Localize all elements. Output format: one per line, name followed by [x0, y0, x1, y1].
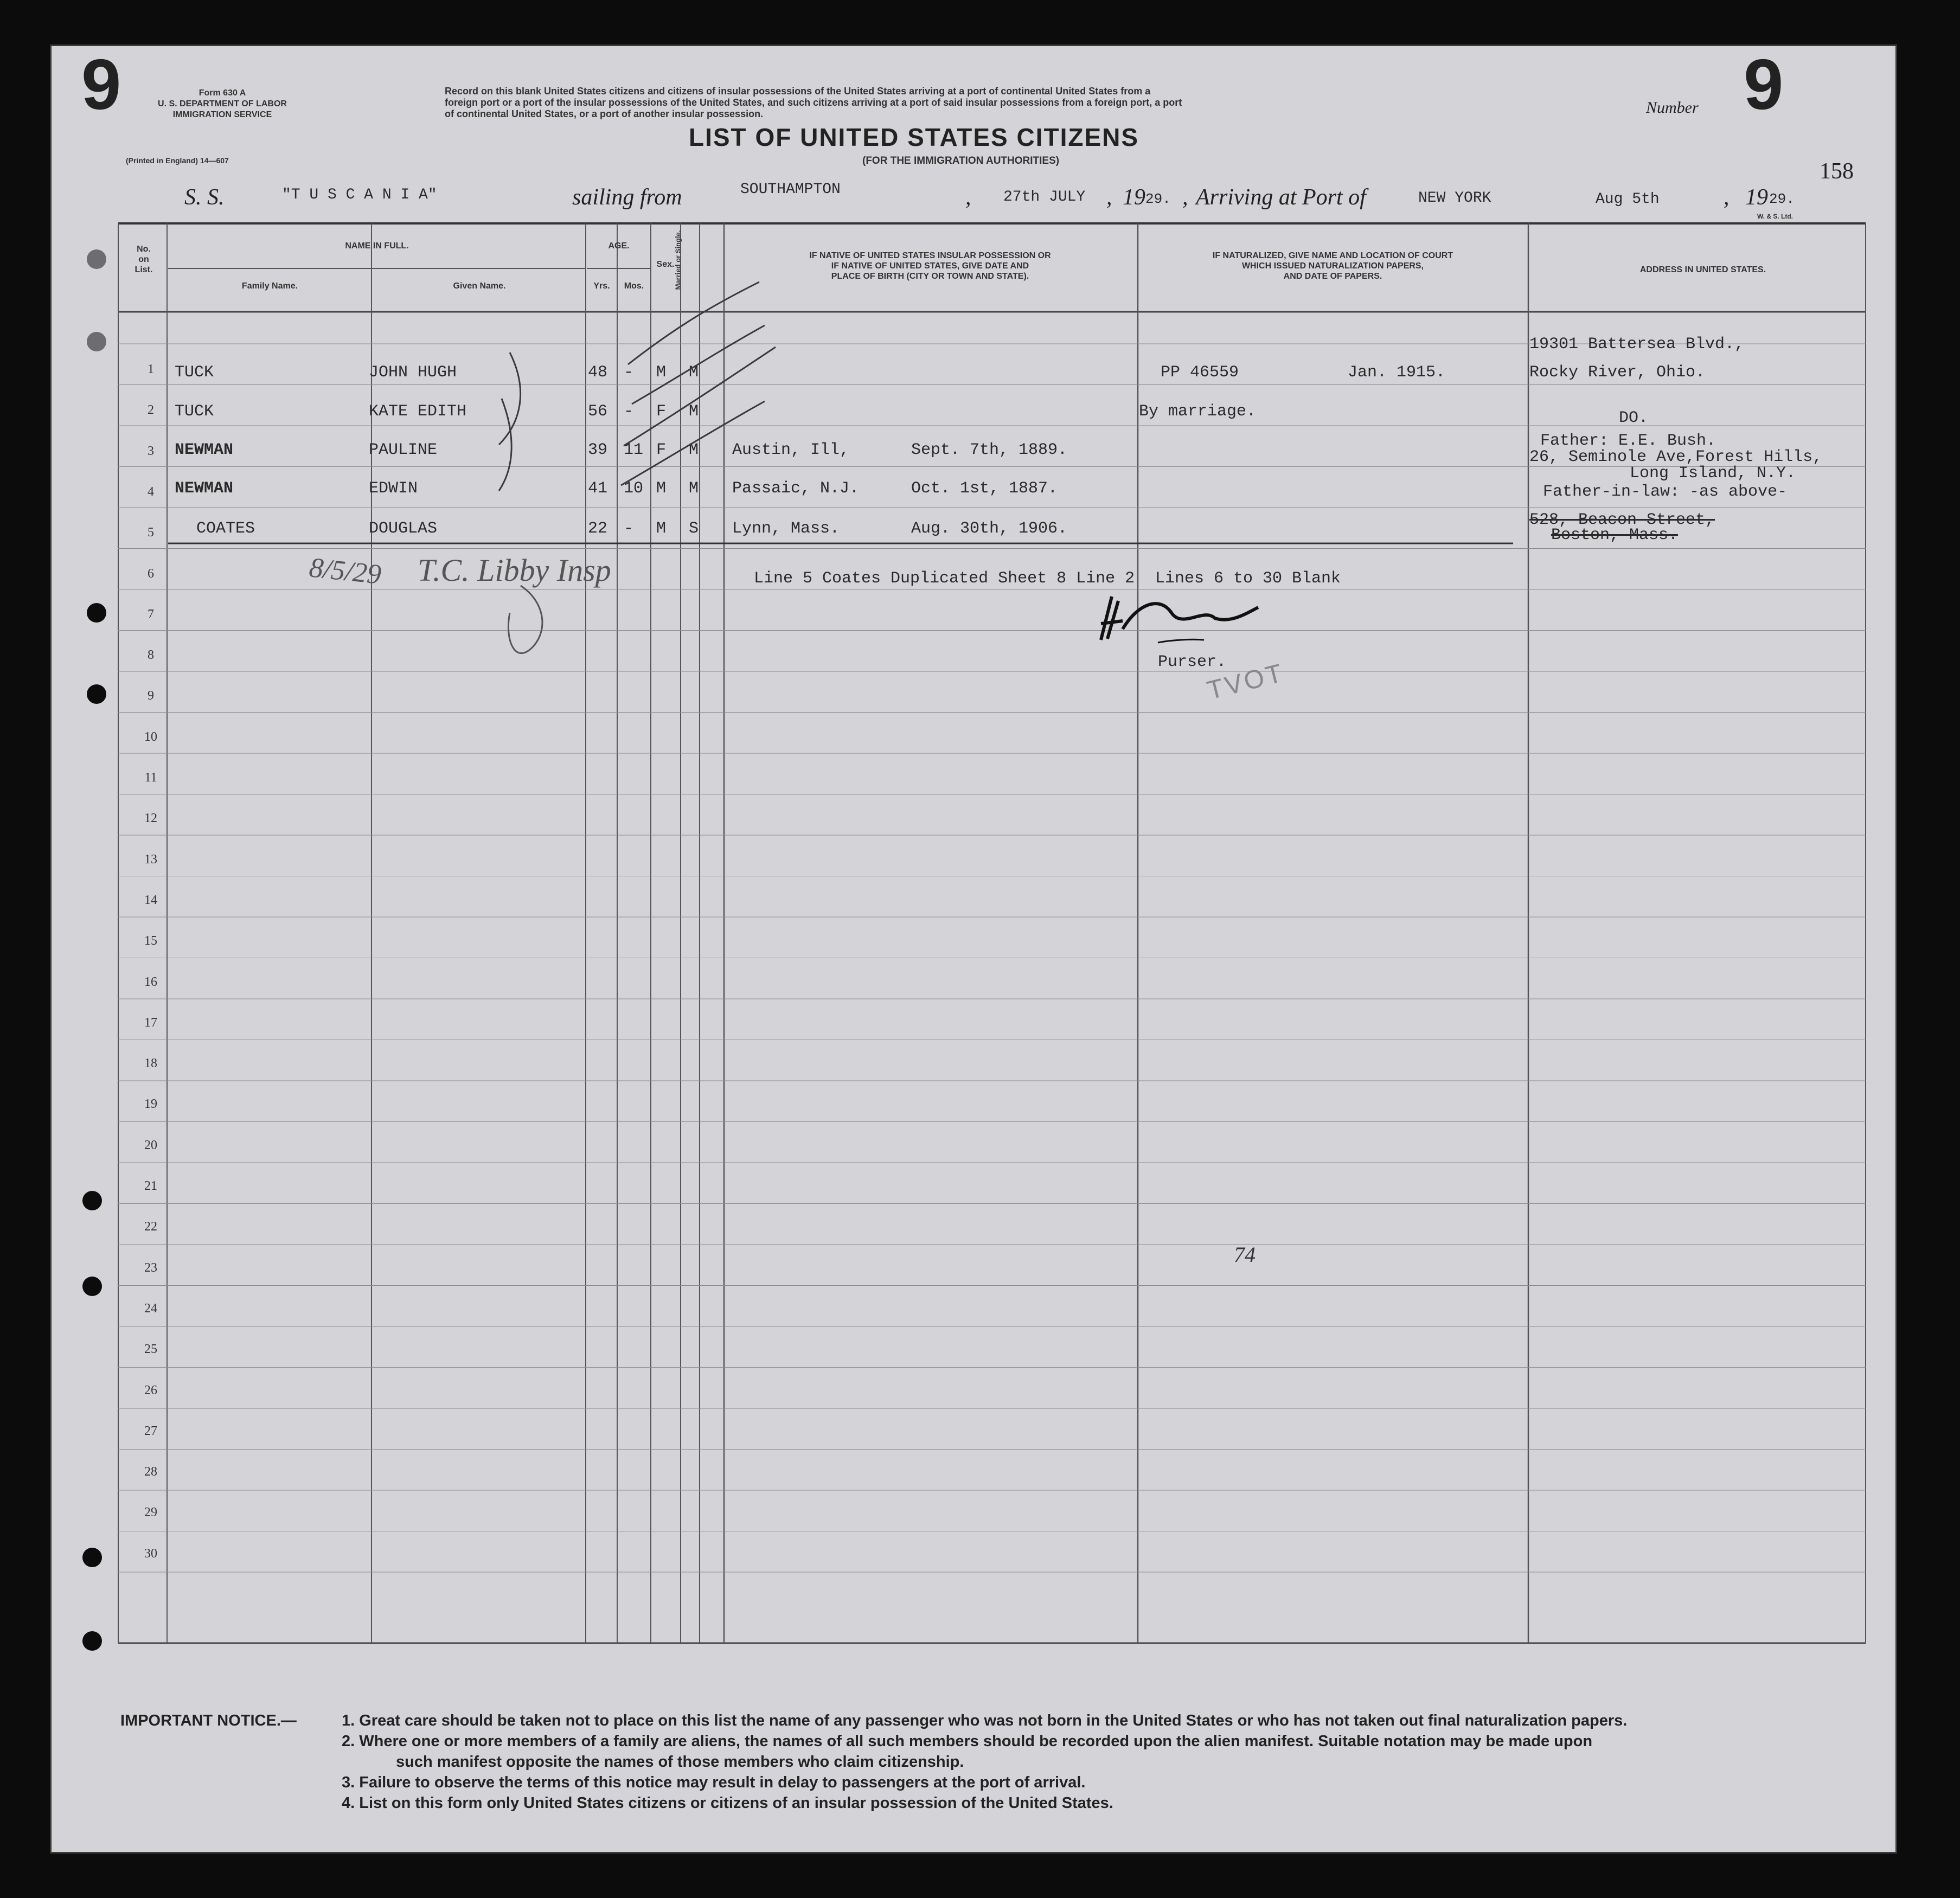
- tick-mark: [621, 401, 765, 485]
- birthdate-cell: Oct. 1st, 1887.: [911, 479, 1058, 498]
- row-number: 25: [144, 1342, 157, 1357]
- family-name-cell: TUCK: [175, 402, 214, 421]
- family-name-cell: COATES: [196, 520, 255, 538]
- naturalization-paper-cell: By marriage.: [1139, 402, 1257, 421]
- row-number: 1: [148, 362, 154, 376]
- departure-port: SOUTHAMPTON: [740, 181, 841, 198]
- row-number: 29: [144, 1505, 157, 1520]
- row-number: 9: [148, 689, 154, 703]
- header-address: ADDRESS IN UNITED STATES.: [1639, 265, 1766, 274]
- arrival-port: NEW YORK: [1418, 190, 1491, 207]
- header-line: IF NATURALIZED, GIVE NAME AND LOCATION OF COURT: [1212, 251, 1453, 260]
- year-prefix: 19: [1123, 185, 1145, 210]
- notice-item: 4. List on this form only United States citizens or citizens of an insular possession of the United States.: [342, 1794, 1113, 1812]
- header-given-name: Given Name.: [453, 281, 506, 291]
- printer-mark: W. & S. Ltd.: [1757, 213, 1793, 220]
- loop-mark: [508, 586, 542, 653]
- purser-signature: [1101, 597, 1258, 643]
- row-number: 24: [144, 1301, 157, 1316]
- faint-stamp: TVOT: [1204, 658, 1288, 706]
- sex-cell: F: [656, 402, 667, 421]
- row-number: 7: [148, 607, 154, 621]
- given-name-cell: EDWIN: [369, 479, 418, 498]
- header-line: AND DATE OF PAPERS.: [1283, 272, 1382, 281]
- year-prefix: 19: [1745, 185, 1768, 210]
- marital-status-cell: M: [689, 363, 699, 382]
- sailing-from-label: sailing from: [572, 185, 682, 210]
- address-line: DO.: [1619, 409, 1649, 427]
- family-name-cell: TUCK: [175, 363, 214, 382]
- row-number: 19: [144, 1097, 157, 1112]
- header-line: WHICH ISSUED NATURALIZATION PAPERS,: [1241, 261, 1424, 271]
- sailing-date: 27th JULY: [1003, 189, 1086, 206]
- family-name-cell: NEWMAN: [175, 479, 234, 498]
- record-note-line: Record on this blank United States citizens and citizens of insular possessions of the United States arriving at a port of continental United States from a: [445, 86, 1151, 97]
- age-months-cell: -: [624, 363, 634, 382]
- row-number: 27: [144, 1424, 157, 1438]
- age-years-cell: 56: [588, 402, 608, 421]
- handwritten-number: 74: [1234, 1242, 1256, 1267]
- header-age: AGE.: [608, 241, 630, 251]
- tick-mark: [632, 325, 765, 404]
- comma-separator: ,: [1724, 185, 1730, 210]
- department: U. S. DEPARTMENT OF LABOR: [158, 99, 287, 108]
- address-line: Rocky River, Ohio.: [1529, 363, 1706, 382]
- birthplace-cell: Austin, Ill,: [732, 441, 850, 459]
- tick-mark: [624, 347, 776, 446]
- address-line: 26, Seminole Ave,Forest Hills,: [1529, 448, 1823, 466]
- notice-item: 3. Failure to observe the terms of this notice may result in delay to passengers at the port of arrival.: [342, 1774, 1086, 1791]
- ship-name: "T U S C A N I A": [282, 187, 437, 203]
- birthplace-cell: Lynn, Mass.: [732, 520, 840, 538]
- row-number: 17: [144, 1015, 157, 1030]
- sex-cell: F: [656, 441, 667, 459]
- row-number: 30: [144, 1546, 157, 1561]
- sex-cell: M: [656, 363, 667, 382]
- comma-separator: ,: [1182, 185, 1188, 210]
- naturalization-date-cell: Jan. 1915.: [1348, 363, 1446, 382]
- sex-cell: M: [656, 479, 667, 498]
- row-number: 11: [144, 771, 157, 785]
- ss-label: S. S.: [184, 185, 225, 210]
- row-number: 12: [144, 811, 157, 826]
- given-name-cell: JOHN HUGH: [369, 363, 457, 382]
- address-line: Boston, Mass.: [1551, 526, 1679, 544]
- header-months: Mos.: [624, 281, 644, 291]
- row-number: 13: [144, 852, 157, 867]
- address-line: Long Island, N.Y.: [1630, 464, 1796, 483]
- age-months-cell: -: [624, 520, 634, 538]
- service: IMMIGRATION SERVICE: [172, 110, 272, 119]
- row-number: 26: [144, 1383, 157, 1397]
- row-number: 10: [144, 729, 157, 744]
- header-line: No.: [137, 245, 151, 254]
- age-months-cell: 10: [624, 479, 644, 498]
- purser-label: Purser.: [1158, 653, 1227, 671]
- notice-heading: IMPORTANT NOTICE.—: [120, 1712, 297, 1729]
- notice-item: such manifest opposite the names of those members who claim citizenship.: [396, 1753, 964, 1771]
- sex-cell: M: [656, 520, 667, 538]
- given-name-cell: KATE EDITH: [369, 402, 467, 421]
- bracket-mark: [499, 399, 511, 491]
- header-line: IF NATIVE OF UNITED STATES, GIVE DATE AND: [831, 261, 1029, 271]
- handwritten-date: 8/5/29: [308, 552, 383, 591]
- notice-item: 1. Great care should be taken not to place on this list the name of any passenger who was not born in the United States or who has not taken out final naturalization papers.: [342, 1712, 1628, 1729]
- page-number: 158: [1820, 159, 1854, 184]
- header-married-or-single: Married or Single.: [674, 230, 682, 290]
- blank-lines-note: Lines 6 to 30 Blank: [1155, 569, 1341, 588]
- age-years-cell: 48: [588, 363, 608, 382]
- address-line: 19301 Battersea Blvd.,: [1529, 335, 1745, 354]
- row-number: 2: [148, 403, 154, 418]
- birthdate-cell: Aug. 30th, 1906.: [911, 520, 1068, 538]
- header-sex: Sex.: [656, 260, 675, 269]
- header-line: IF NATIVE OF UNITED STATES INSULAR POSSESSION OR: [809, 251, 1051, 260]
- header-line: List.: [134, 265, 153, 274]
- birthdate-cell: Sept. 7th, 1889.: [911, 441, 1068, 459]
- header-family-name: Family Name.: [241, 281, 298, 291]
- header-name-in-full: NAME IN FULL.: [345, 241, 409, 251]
- given-name-cell: DOUGLAS: [369, 520, 438, 538]
- row-number: 18: [144, 1056, 157, 1071]
- comma-separator: ,: [965, 185, 971, 210]
- corner-number-left: 9: [81, 44, 121, 124]
- age-months-cell: 11: [624, 441, 644, 459]
- row-number: 8: [148, 648, 154, 663]
- row-number: 4: [148, 484, 154, 499]
- header-line: PLACE OF BIRTH (CITY OR TOWN AND STATE).: [831, 272, 1029, 281]
- row-number: 22: [144, 1220, 157, 1234]
- address-line: 528, Beacon Street,: [1529, 511, 1715, 529]
- header-years: Yrs.: [593, 281, 610, 291]
- address-line: Father-in-law: -as above-: [1543, 483, 1788, 501]
- row-number: 15: [144, 934, 157, 948]
- birthplace-cell: Passaic, N.J.: [732, 479, 860, 498]
- row-number: 6: [148, 566, 154, 581]
- page-subtitle: (FOR THE IMMIGRATION AUTHORITIES): [862, 155, 1060, 166]
- notice-item: 2. Where one or more members of a family are aliens, the names of all such members should be recorded upon the alien manifest. Suitable notation may be made upon: [342, 1733, 1593, 1750]
- row-number: 28: [144, 1465, 157, 1479]
- record-note-line: foreign port or a port of the insular possessions of the United States, and such citizens arriving at a port of said insular possessions from a foreign port, a port: [445, 97, 1182, 108]
- naturalization-paper-cell: PP 46559: [1161, 363, 1239, 382]
- row-number: 20: [144, 1138, 157, 1152]
- comma-separator: ,: [1106, 185, 1112, 210]
- age-years-cell: 39: [588, 441, 608, 459]
- row-number: 16: [144, 974, 157, 989]
- age-years-cell: 41: [588, 479, 608, 498]
- marital-status-cell: M: [689, 479, 699, 498]
- page-title: LIST OF UNITED STATES CITIZENS: [689, 123, 1139, 151]
- arriving-label: Arriving at Port of: [1196, 185, 1366, 210]
- printed-in-note: (Printed in England) 14—607: [126, 156, 229, 165]
- row-number: 14: [144, 893, 157, 907]
- record-note-line: of continental United States, or a port of another insular possession.: [445, 108, 764, 119]
- age-years-cell: 22: [588, 520, 608, 538]
- age-months-cell: -: [624, 402, 634, 421]
- duplicate-note: Line 5 Coates Duplicated Sheet 8 Line 2: [754, 569, 1135, 588]
- marital-status-cell: M: [689, 402, 699, 421]
- arrival-date: Aug 5th: [1596, 191, 1660, 208]
- header-line: on: [138, 255, 149, 264]
- given-name-cell: PAULINE: [369, 441, 438, 459]
- tick-mark: [628, 282, 759, 364]
- arrival-year: 29.: [1769, 191, 1795, 207]
- marital-status-cell: M: [689, 441, 699, 459]
- row-number: 23: [144, 1260, 157, 1275]
- form-number: Form 630 A: [198, 88, 246, 98]
- address-line: Father: E.E. Bush.: [1540, 432, 1716, 450]
- sheet-number: 9: [1744, 44, 1784, 124]
- row-number: 3: [148, 444, 154, 458]
- row-number: 5: [148, 525, 154, 540]
- marital-status-cell: S: [689, 520, 699, 538]
- inspector-signature-text: T.C. Libby Insp: [418, 553, 611, 588]
- sailing-year: 29.: [1145, 191, 1171, 207]
- family-name-cell: NEWMAN: [175, 441, 234, 459]
- notice-body: [342, 1710, 1860, 1813]
- row-number: 21: [144, 1179, 157, 1193]
- number-label: Number: [1646, 99, 1699, 117]
